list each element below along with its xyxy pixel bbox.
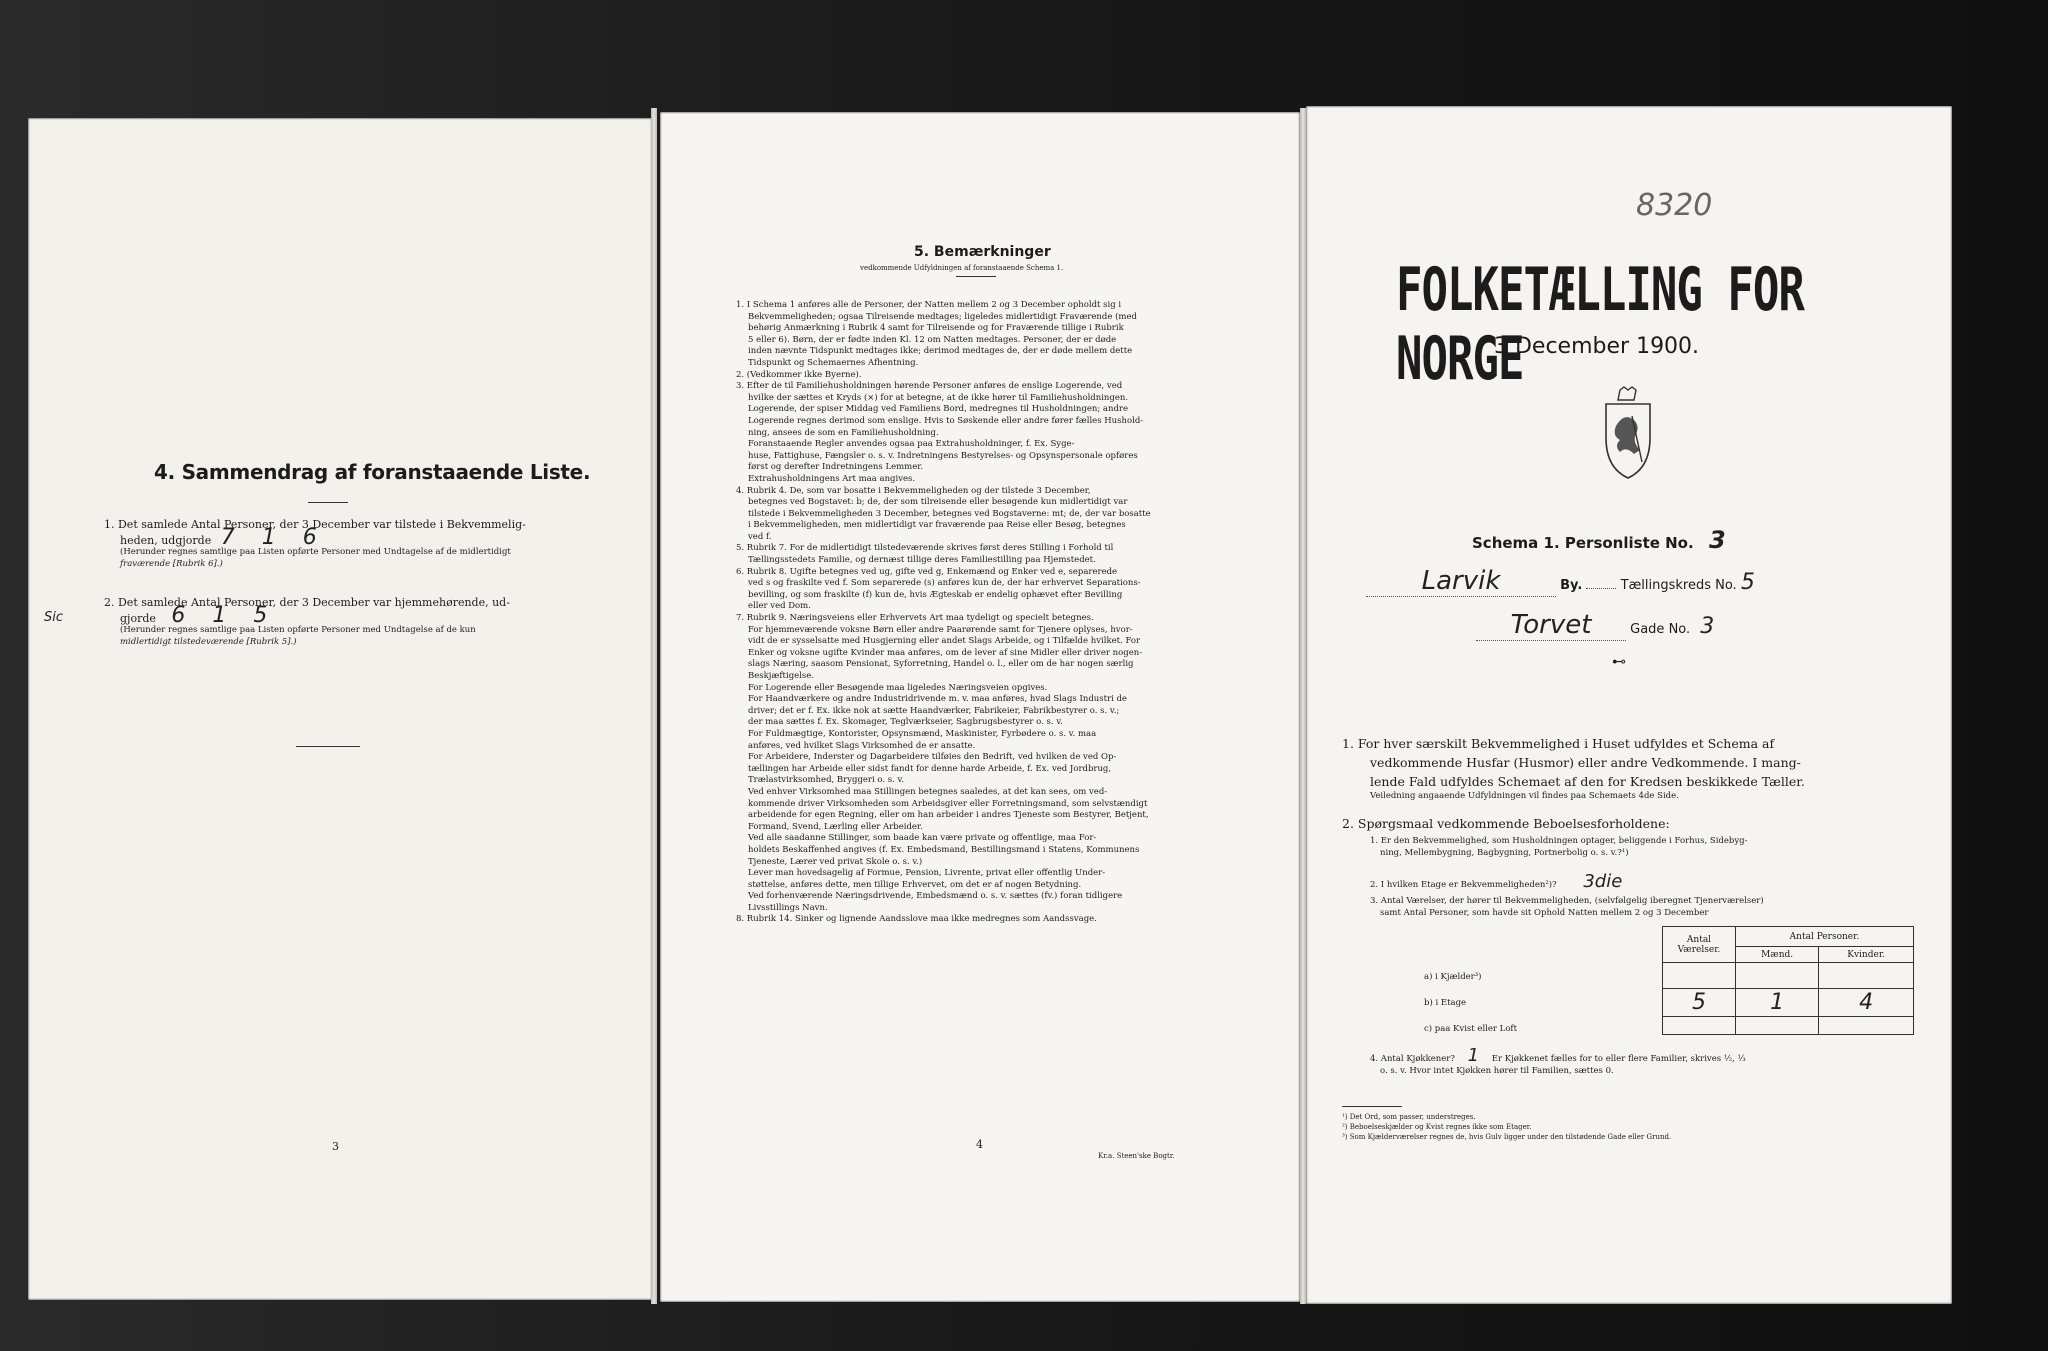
remark-line: huse, Fattighuse, Fængsler o. s. v. Indretningens Bestyrelses- og Opsynspersonale opføres <box>748 450 1138 461</box>
remark-line: For Arbeidere, Inderster og Dagarbeidere tilføies den Bedrift, ved hvilken de ved Op- <box>748 752 1117 763</box>
remark-line: driver; det er f. Ex. ikke nok at sætte Haandværker, Fabrikeier, Fabrikbestyrer o. s. v.; <box>748 705 1120 716</box>
street-handwritten: Torvet <box>1476 610 1626 641</box>
location-line: Larvik By. Tællingskreds No. 5 <box>1366 566 1896 597</box>
remark-line: Logerende, der spiser Middag ved Familiens Bord, medregnes til Husholdningen; andre <box>748 404 1128 415</box>
remark-line: eller ved Dom. <box>748 601 811 612</box>
table-row <box>1663 1017 1914 1035</box>
remark-line: Logerende regnes derimod som enslige. Hvis to Søskende eller andre fører fælles Hushold- <box>748 415 1144 426</box>
remark-line: Tællingsstedets Familie, og dernæst tillige deres Familiestilling paa Hjemstedet. <box>748 555 1096 566</box>
remark-line: tællingen har Arbeide eller sidst fandt for denne harde Arbeide, f. Ex. ved Jordbrug, <box>748 763 1112 774</box>
kitchens-handwritten: 1 <box>1467 1045 1480 1066</box>
remark-line: 2. (Vedkommer ikke Byerne). <box>736 369 862 380</box>
remark-line: ved s og fraskilte ved f. Som separerede (s) anføres kun de, der har erhvervet Separations- <box>748 578 1141 589</box>
census-date: 3 December 1900. <box>1494 334 1700 359</box>
row-label-attic: c) paa Kvist eller Loft <box>1424 1024 1517 1034</box>
schema-personliste: Schema 1. Personliste No. 3 <box>1472 526 1726 554</box>
remark-line: Extrahusholdningens Art maa angives. <box>748 473 916 484</box>
remark-line: bevilling, og som fraskilte (f) kun de, hvis Ægteskab er endelig ophævet efter Bevilling <box>748 589 1123 600</box>
remark-line: 8. Rubrik 14. Sinker og lignende Aandsslove maa ikke medregnes som Aandssvage. <box>736 914 1097 925</box>
remark-line: 5 eller 6). Børn, der er fødte inden Kl. 12 om Natten medtages. Personer, der er døde <box>748 334 1117 345</box>
printer-imprint: Kr.a. Steen'ske Bogtr. <box>1098 1152 1175 1160</box>
margin-note-handwritten: Sic <box>44 610 64 625</box>
remark-line: arbeidende for egen Regning, eller om han arbeider i andres Tjeneste som Bestyrer, Betjent, <box>748 810 1149 821</box>
remark-line: Ved alle saadanne Stillinger, som baade kan være private og offentlige, maa For- <box>748 833 1097 844</box>
personliste-number-handwritten: 3 <box>1708 526 1726 554</box>
page-fold <box>651 108 657 1304</box>
remark-line: holdets Beskaffenhed angives (f. Ex. Embedsmand, Bestillingsmand i Statens, Kommunens <box>748 844 1140 855</box>
header-persons: Antal Personer. <box>1736 927 1914 947</box>
remark-line: tilstede i Bekvemmeligheden 3 December, betegnes ved Bogstaverne: mt; de, der var bosatte <box>748 508 1151 519</box>
archive-number-handwritten: 8320 <box>1636 188 1713 223</box>
remark-line: der maa sættes f. Ex. Skomager, Teglværkseier, Sagbrugsbestyrer o. s. v. <box>748 717 1063 728</box>
remark-line: Tidspunkt og Schemaernes Afhentning. <box>748 357 919 368</box>
table-row <box>1663 963 1914 989</box>
remark-line: Lever man hovedsagelig af Formue, Pension, Livrente, privat eller offentlig Under- <box>748 868 1106 879</box>
remark-line: ved f. <box>748 531 772 542</box>
table-row <box>1663 989 1914 1017</box>
remark-line: Ved enhver Virksomhed maa Stillingen betegnes saaledes, at det kan sees, om ved- <box>748 786 1108 797</box>
ornament-divider: ⊷ <box>1612 654 1626 670</box>
remark-line: Beskjæftigelse. <box>748 671 814 681</box>
remark-line: i Bekvemmeligheden, men midlertidigt var fraværende paa Reise eller Besøg, betegnes <box>748 520 1126 531</box>
remark-line: 1. I Schema 1 anføres alle de Personer, der Natten mellem 2 og 3 December opholdt sig i <box>736 300 1122 310</box>
floor-rooms-handwritten: 5 <box>1663 989 1736 1017</box>
remark-line: støttelse, anføres dette, men tillige Erhvervet, om det er af nogen Betydning. <box>748 879 1082 890</box>
heading-underline <box>956 276 996 277</box>
remark-line: behørig Anmærkning i Rubrik 4 samt for Tilreisende og for Fraværende tillige i Rubrik <box>748 323 1124 334</box>
town-handwritten: Larvik <box>1366 566 1556 597</box>
remark-line: 5. Rubrik 7. For de midlertidigt tilstedeværende skrives først deres Stilling i Forhold til <box>736 543 1114 554</box>
district-number-handwritten: 5 <box>1740 570 1755 595</box>
remark-line: For Haandværkere og andre Industridrivende m. v. maa anføres, hvad Slags Industri de <box>748 694 1127 705</box>
remark-line: anføres, ved hvilket Slags Virksomhed de er ansatte. <box>748 740 976 751</box>
remark-line: hvilke der sættes et Kryds (×) for at betegne, at de ikke hører til Familiehusholdningen. <box>748 392 1129 403</box>
remark-line: Foranstaaende Regler anvendes ogsaa paa Extrahusholdninger, f. Ex. Syge- <box>748 439 1075 450</box>
remark-line: For Logerende eller Besøgende maa ligeledes Næringsveien opgives. <box>748 682 1048 693</box>
remark-line: Livsstillings Navn. <box>748 902 828 913</box>
question-3: 3. Antal Værelser, der hører til Bekvemmeligheden, (selvfølgelig iberegnet Tjenerværelser) samt Antal Personer, som havde sit Ophold Natten mellem 2 og 3 December <box>1370 896 1764 918</box>
summary-heading: 4. Sammendrag af foranstaaende Liste. <box>154 460 591 484</box>
remark-line: 3. Efter de til Familiehusholdningen hørende Personer anføres de enslige Logerende, ved <box>736 381 1123 392</box>
question-4: 4. Antal Kjøkkener? 1 Er Kjøkkenet fælles for to eller flere Familier, skrives ½, ⅓ o. s. v. Hvor intet Kjøkken hører til Familien, sættes 0. <box>1370 1045 1746 1076</box>
street-line: Torvet Gade No. 3 <box>1476 610 1896 641</box>
remark-line: Ved forhenværende Næringsdrivende, Embedsmænd o. s. v. sættes (fv.) foran tidligere <box>748 891 1123 902</box>
question-1: 1. Er den Bekvemmelighed, som Husholdningen optager, beliggende i Forhus, Sidebyg- ning, Mellembygning, Bagbygning, Portnerbolig o. s. v.?¹) <box>1370 836 1748 858</box>
remark-line: 7. Rubrik 9. Næringsveiens eller Erhvervets Art maa tydeligt og specielt betegnes. <box>736 613 1094 624</box>
summary-item-2: 2. Det samlede Antal Personer, der 3 December var hjemmehørende, ud- Sic gjorde 6 1 5 (Herunder regnes samtlige paa Listen opførte Personer med Undtagelse af de kun midlertidigt tilstedeværende [Rubrik 5].) <box>44 596 510 647</box>
resident-count-handwritten: 6 1 5 <box>171 603 278 628</box>
remark-line: først og derefter Indretningens Lemmer. <box>748 462 924 473</box>
question-2: 2. I hvilken Etage er Bekvemmeligheden²)? 3die <box>1370 871 1623 892</box>
present-count-handwritten: 7 1 6 <box>220 525 327 550</box>
header-rooms: Antal Værelser. <box>1663 927 1736 963</box>
remark-line: 4. Rubrik 4. De, som var bosatte i Bekvemmeligheden og der tilstede 3 December, <box>736 485 1091 496</box>
remark-line: Enker og voksne ugifte Kvinder maa anføres, om de lever af sine Midler eller driver nogen- <box>748 647 1143 658</box>
page-remarks <box>660 112 1300 1302</box>
rooms-persons-table <box>1662 926 1914 1035</box>
header-women: Kvinder. <box>1819 947 1914 963</box>
remarks-heading: 5. Bemærkninger <box>914 244 1051 260</box>
summary-item-1: 1. Det samlede Antal Personer, der 3 December var tilstede i Bekvemmelig- heden, udgjorde 7 1 6 (Herunder regnes samtlige paa Listen opførte Personer med Undtagelse af de midlertidigt fraværende [Rubrik 6].) <box>104 518 526 569</box>
remark-line: Trælastvirksomhed, Bryggeri o. s. v. <box>748 775 905 786</box>
remark-line: inden nævnte Tidspunkt medtages ikke; derimod medtages de, der er døde mellem dette <box>748 346 1133 357</box>
remark-line: Formand, Svend, Lærling eller Arbeider. <box>748 821 923 832</box>
row-label-floor: b) i Etage <box>1424 998 1467 1008</box>
section-divider <box>296 746 360 747</box>
remark-line: Bekvemmeligheden; ogsaa Tilreisende medtages; ligeledes midlertidigt Fraværende (med <box>748 311 1137 322</box>
heading-underline <box>308 502 348 503</box>
remark-line: 6. Rubrik 8. Ugifte betegnes ved ug, gifte ved g, Enkemænd og Enker ved e, separerede <box>736 566 1118 577</box>
floor-women-handwritten: 4 <box>1819 989 1914 1017</box>
page-cover <box>1306 106 1952 1304</box>
page-summary <box>28 118 652 1300</box>
remark-line: Tjeneste, Lærer ved privat Skole o. s. v.) <box>748 856 923 867</box>
footnote-rule <box>1342 1106 1402 1107</box>
header-men: Mænd. <box>1736 947 1819 963</box>
remark-line: For hjemmeværende voksne Børn eller andre Paarørende samt for Tjenere oplyses, hvor- <box>748 624 1133 635</box>
remark-line: kommende driver Virksomheden som Arbeidsgiver eller Forretningsmand, som selvstændigt <box>748 798 1148 809</box>
footnotes: ¹) Det Ord, som passer, understreges. ²) Beboelseskjælder og Kvist regnes ikke som Etager. ³) Som Kjælderværelser regnes de, hvis Gulv ligger under den tilstødende Gade eller Grund. <box>1342 1113 1672 1141</box>
floor-men-handwritten: 1 <box>1736 989 1819 1017</box>
page-number: 4 <box>976 1138 983 1151</box>
page-number: 3 <box>332 1140 339 1153</box>
remark-line: betegnes ved Bogstavet: b; de, der som tilreisende eller besøgende kun midlertidigt var <box>748 497 1128 508</box>
coat-of-arms-icon <box>1592 386 1664 482</box>
floor-handwritten: 3die <box>1583 871 1623 892</box>
remark-line: For Fuldmægtige, Kontorister, Opsynsmænd, Maskinister, Fyrbødere o. s. v. maa <box>748 728 1097 739</box>
remarks-subheading: vedkommende Udfyldningen af foranstaaende Schema 1. <box>860 264 1064 272</box>
remark-line: slags Næring, saasom Pensionat, Syforretning, Handel o. l., eller om de har nogen særlig <box>748 659 1134 670</box>
house-number-handwritten: 3 <box>1700 614 1715 639</box>
row-label-cellar: a) i Kjælder³) <box>1424 972 1482 982</box>
instruction-1: 1. For hver særskilt Bekvemmelighed i Huset udfyldes et Schema af vedkommende Husfar (Husmor) eller andre Vedkommende. I mang- lende Fald udfyldes Schemaet af den for Kredsen beskikkede Tæller. Veiledning angaaende Udfyldningen vil findes paa Schemaets 4de Side. <box>1342 736 1805 801</box>
remark-line: ning, ansees de som en Familiehusholdning. <box>748 427 939 438</box>
instruction-2: 2. Spørgsmaal vedkommende Beboelsesforholdene: <box>1342 816 1670 831</box>
remarks-text <box>736 300 1220 926</box>
form-title: FOLKETÆLLING FOR NORGE <box>1396 256 1804 394</box>
remark-line: vidt de er sysselsatte med Husgjerning eller andet Slags Arbeide, og i Tilfælde hvilket. For <box>748 636 1141 647</box>
